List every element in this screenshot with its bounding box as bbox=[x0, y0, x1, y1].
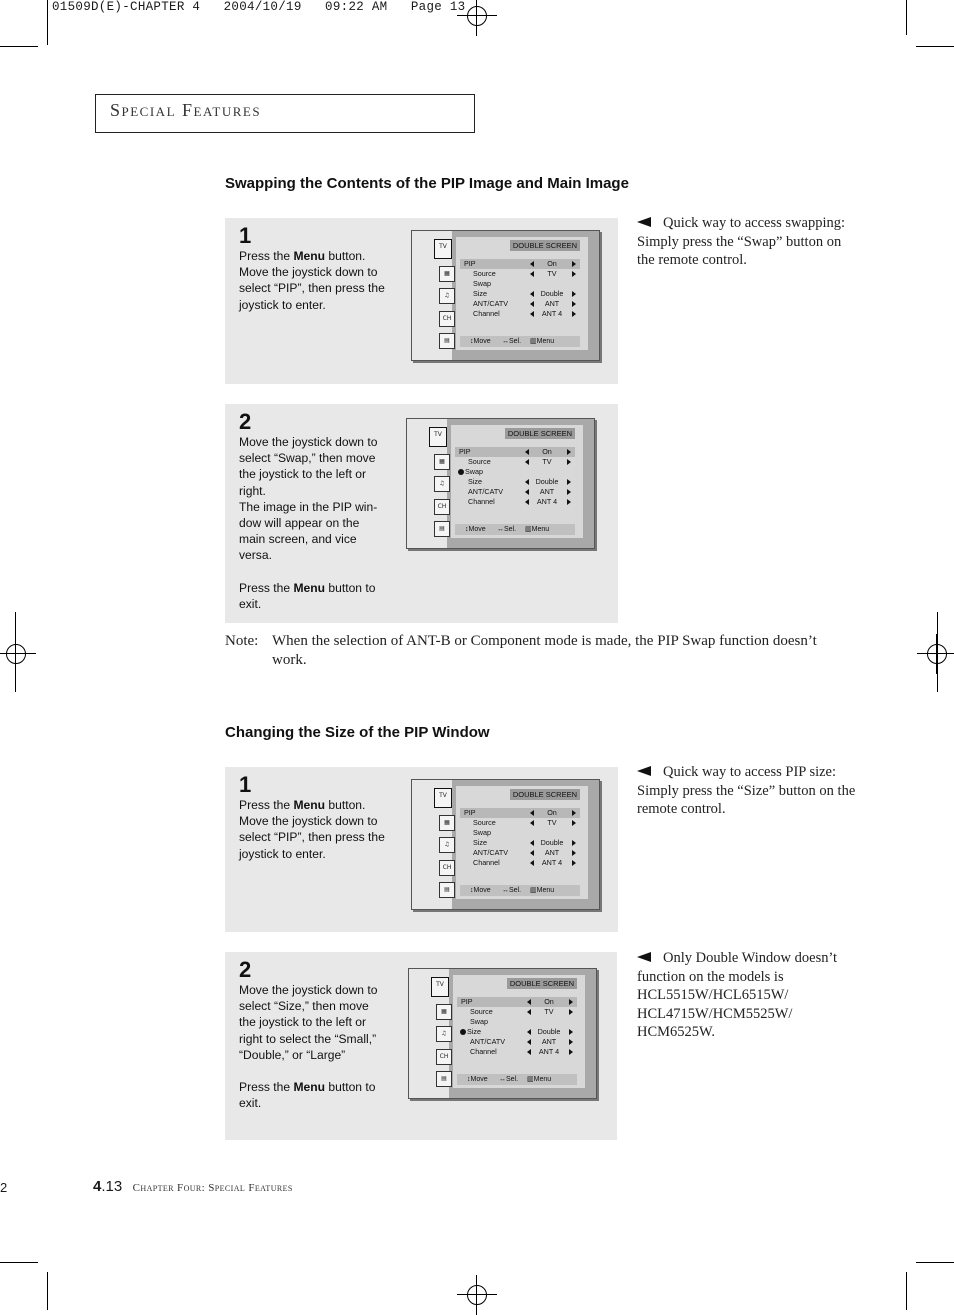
setup-icon: ▤ bbox=[434, 521, 450, 537]
setup-icon: ▤ bbox=[439, 333, 455, 349]
size-side-note-1: Quick way to access PIP size: Simply press the “Size” button on the remote control. bbox=[637, 764, 856, 817]
sound-icon: ♫ bbox=[436, 1026, 452, 1042]
swap-step1-text: Press the Menu button. Move the joystick down to select “PIP”, then press the joystick to enter. bbox=[239, 249, 385, 312]
page-footer bbox=[93, 1178, 293, 1196]
swap-heading: Swapping the Contents of the PIP Image and Main Image bbox=[225, 175, 629, 192]
osd-menu-screen: TV ▦ ♫ CH ▤ DOUBLE SCREEN PIP On Source TV Swap Size Double ANT/CATV ANT Channel ANT 4 ↕Move ↔Sel. ▥ Menu bbox=[411, 779, 600, 910]
setup-icon: ▤ bbox=[436, 1071, 452, 1087]
tv-icon: TV bbox=[429, 427, 447, 447]
left-arrow-icon bbox=[637, 952, 651, 962]
setup-icon: ▤ bbox=[439, 882, 455, 898]
swap-note-label: Note: bbox=[225, 633, 259, 649]
tv-icon: TV bbox=[431, 977, 449, 997]
picture-icon: ▦ bbox=[439, 815, 455, 831]
channel-icon: CH bbox=[439, 311, 455, 327]
size-step2-text: Move the joystick down to select “Size,” then move the joystick to the left or right to select the “Small,” “Double,” or “Large” Press the Menu button to exit. bbox=[239, 983, 378, 1111]
osd-menu-screen: TV ▦ ♫ CH ▤ DOUBLE SCREEN PIP On Source TV Swap Size Double ANT/CATV ANT Channel ANT 4 ↕Move ↔Sel. ▥ Menu bbox=[408, 968, 597, 1099]
osd-menu-screen: TV ▦ ♫ CH ▤ DOUBLE SCREEN PIP On Source TV Swap Size Double ANT/CATV ANT Channel ANT 4 ↕Move ↔Sel. ▥ Menu bbox=[406, 418, 595, 549]
channel-icon: CH bbox=[439, 860, 455, 876]
swap-step2-text: Move the joystick down to select “Swap,” then move the joystick to the left or right. The image in the PIP win-dow will appear on the main screen, and vice versa. Press the Menu button to exit. bbox=[239, 435, 378, 611]
osd-menu-screen: TV ▦ ♫ CH ▤ DOUBLE SCREEN PIP On Source TV Swap Size Double ANT/CATV ANT Channel ANT 4 ↕Move ↔Sel. ▥ Menu bbox=[411, 230, 600, 361]
margin-mark: 2 bbox=[0, 1180, 8, 1195]
size-step1-text: Press the Menu button. Move the joystick down to select “PIP”, then press the joystick to enter. bbox=[239, 798, 385, 861]
registration-mark-right bbox=[917, 634, 954, 674]
swap-step1-number: 1 bbox=[239, 223, 252, 248]
chapter-label: Chapter Four: Special Features bbox=[132, 1182, 293, 1194]
section-title: Special Features bbox=[110, 100, 262, 120]
size-heading: Changing the Size of the PIP Window bbox=[225, 724, 490, 741]
osd-title: DOUBLE SCREEN bbox=[505, 428, 575, 439]
left-arrow-icon bbox=[637, 217, 651, 227]
size-step1-number: 1 bbox=[239, 772, 252, 797]
registration-mark-bottom bbox=[457, 1275, 497, 1315]
registration-mark-top bbox=[457, 0, 497, 36]
size-side-note-2: Only Double Window doesn’t function on the models is HCL5515W/HCL6515W/ HCL4715W/HCM5525W/ HCM6525W. bbox=[637, 950, 838, 1040]
left-arrow-icon bbox=[637, 766, 651, 776]
swap-side-note: Quick way to access swapping: Simply press the “Swap” button on the remote control. bbox=[637, 215, 846, 268]
osd-title: DOUBLE SCREEN bbox=[510, 240, 580, 251]
page-number: 4 bbox=[93, 1178, 102, 1195]
picture-icon: ▦ bbox=[439, 266, 455, 282]
tv-icon: TV bbox=[434, 788, 452, 808]
channel-icon: CH bbox=[434, 499, 450, 515]
print-slug: 01509D(E)-CHAPTER 4 2004/10/19 09:22 AM Page 13 bbox=[52, 0, 466, 14]
picture-icon: ▦ bbox=[436, 1004, 452, 1020]
registration-mark-left bbox=[0, 634, 36, 674]
picture-icon: ▦ bbox=[434, 454, 450, 470]
osd-title: DOUBLE SCREEN bbox=[507, 978, 577, 989]
selected-indicator-icon bbox=[460, 1029, 466, 1035]
swap-step2-number: 2 bbox=[239, 409, 252, 434]
channel-icon: CH bbox=[436, 1049, 452, 1065]
sound-icon: ♫ bbox=[439, 288, 455, 304]
swap-note-text: When the selection of ANT-B or Component mode is made, the PIP Swap function doesn’t work. bbox=[272, 633, 817, 668]
sound-icon: ♫ bbox=[434, 476, 450, 492]
tv-icon: TV bbox=[434, 239, 452, 259]
size-step2-number: 2 bbox=[239, 957, 252, 982]
osd-title: DOUBLE SCREEN bbox=[510, 789, 580, 800]
sound-icon: ♫ bbox=[439, 837, 455, 853]
selected-indicator-icon bbox=[458, 469, 464, 475]
page-number-suffix: .13 bbox=[101, 1178, 123, 1195]
